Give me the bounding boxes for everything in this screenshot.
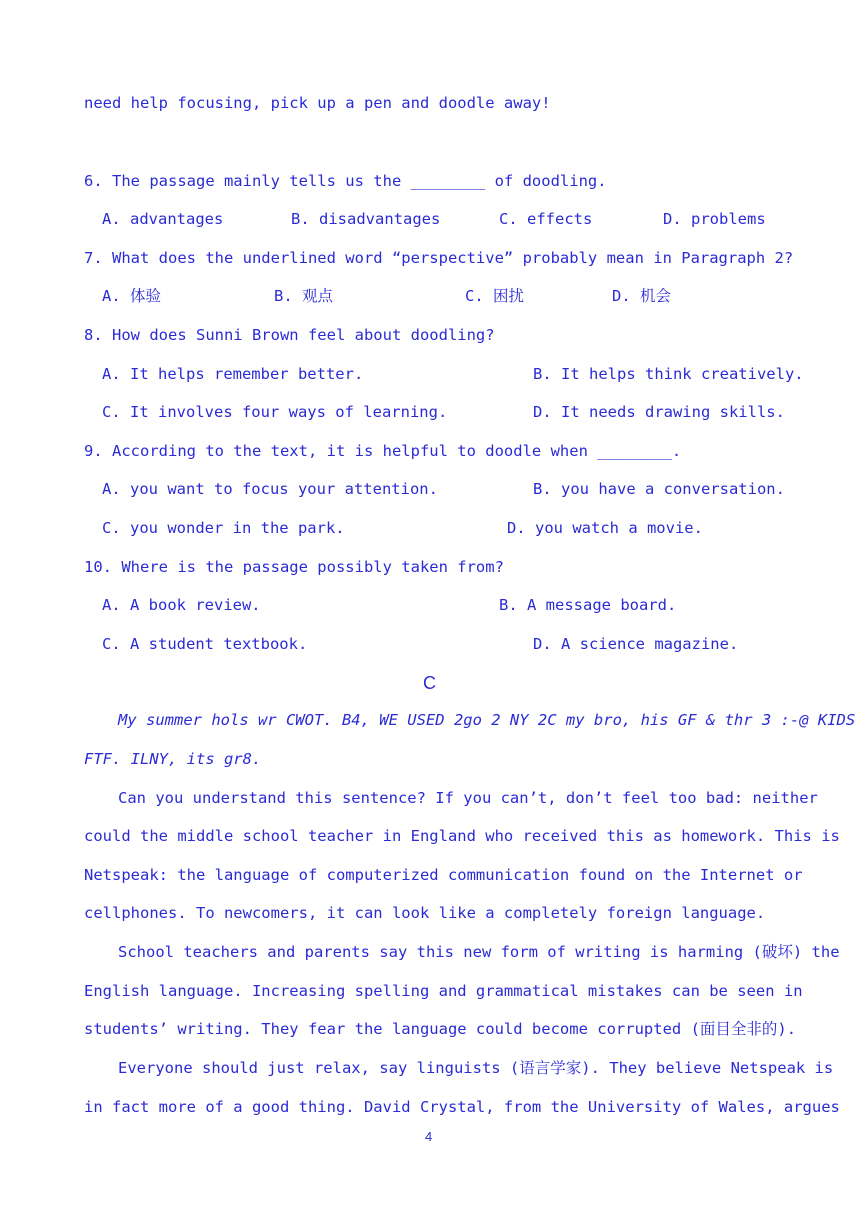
passage-closing-line: need help focusing, pick up a pen and doodle away! [84,94,551,112]
question-10-option-c: C. A student textbook. [102,635,308,653]
paragraph-3-line-2: in fact more of a good thing. David Crystal, from the University of Wales, argues [84,1098,840,1116]
question-6-option-a: A. advantages [102,210,224,228]
question-6-option-d: D. problems [663,210,766,228]
paragraph-3-line-1: Everyone should just relax, say linguists (语言学家). They believe Netspeak is [118,1059,834,1077]
question-7-option-b: B. 观点 [274,287,333,305]
question-6-option-c: C. effects [499,210,593,228]
question-9-option-b: B. you have a conversation. [533,480,785,498]
paragraph-1-line-1: Can you understand this sentence? If you can’t, don’t feel too bad: neither [118,789,818,807]
question-6-stem: 6. The passage mainly tells us the ________ of doodling. [84,172,607,190]
question-7-option-a: A. 体验 [102,287,161,305]
netspeak-sample-line-2: FTF. ILNY, its gr8. [84,750,262,768]
question-7-option-d: D. 机会 [612,287,671,305]
question-6-option-b: B. disadvantages [291,210,441,228]
paragraph-1-line-2: could the middle school teacher in England who received this as homework. This is [84,827,840,845]
question-10-stem: 10. Where is the passage possibly taken from? [84,558,504,576]
question-9-option-a: A. you want to focus your attention. [102,480,438,498]
netspeak-sample-line-1: My summer hols wr CWOT. B4, WE USED 2go 2 NY 2C my bro, his GF & thr 3 :-@ KIDS [118,711,856,729]
paragraph-2-line-2: English language. Increasing spelling and grammatical mistakes can be seen in [84,982,803,1000]
paragraph-1-line-3: Netspeak: the language of computerized communication found on the Internet or [84,866,803,884]
question-8-option-d: D. It needs drawing skills. [533,403,785,421]
question-9-stem: 9. According to the text, it is helpful to doodle when ________. [84,442,682,460]
question-8-stem: 8. How does Sunni Brown feel about doodling? [84,326,495,344]
question-8-option-c: C. It involves four ways of learning. [102,403,448,421]
question-7-option-c: C. 困扰 [465,287,524,305]
question-7-stem: 7. What does the underlined word “perspective” probably mean in Paragraph 2? [84,249,794,267]
question-8-option-a: A. It helps remember better. [102,365,364,383]
page-number: 4 [425,1129,433,1144]
question-10-option-a: A. A book review. [102,596,261,614]
question-8-option-b: B. It helps think creatively. [533,365,804,383]
question-9-option-c: C. you wonder in the park. [102,519,345,537]
paragraph-1-line-4: cellphones. To newcomers, it can look like a completely foreign language. [84,904,766,922]
question-9-option-d: D. you watch a movie. [507,519,703,537]
question-10-option-d: D. A science magazine. [533,635,739,653]
paragraph-2-line-3: students’ writing. They fear the language could become corrupted (面目全非的). [84,1020,797,1038]
paragraph-2-line-1: School teachers and parents say this new form of writing is harming (破坏) the [118,943,840,961]
question-10-option-b: B. A message board. [499,596,677,614]
section-c-heading: C [423,673,436,693]
